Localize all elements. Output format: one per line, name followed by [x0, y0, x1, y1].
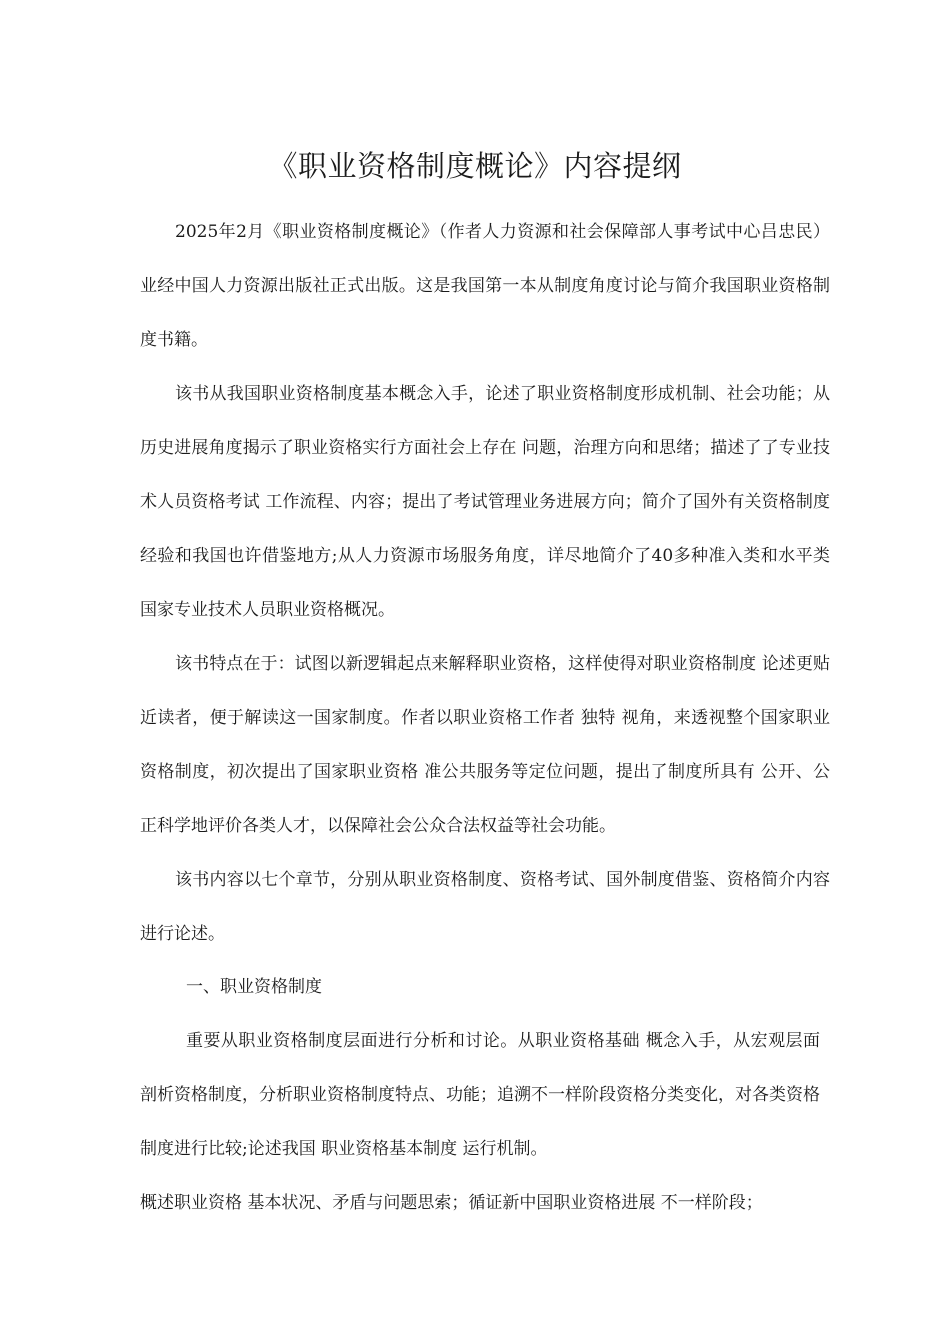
- section-heading: 一、职业资格制度: [186, 977, 322, 997]
- document-title: 《职业资格制度概论》内容提纲: [268, 149, 682, 183]
- paragraph-publication-info: 2025年2月《职业资格制度概论》（作者人力资源和社会保障部人事考试中心吕忠民）业经中国人力资源出版社正式出版。这是我国第一本从制度角度讨论与简介我国职业资格制度书籍。: [140, 222, 830, 350]
- last-line: 概述职业资格 基本状况、矛盾与问题思索；循证新中国职业资格进展 不一样阶段；: [140, 1193, 763, 1213]
- paragraph-book-overview: 该书从我国职业资格制度基本概念入手，论述了职业资格制度形成机制、社会功能；从历史进展角度揭示了职业资格实行方面社会上存在 问题，治理方向和思绪；描述了了专业技术人员资格考试 工作流程、内容；提出了考试管理业务进展方向；简介了国外有关资格制度经验和我国也许借鉴地方;从人力资源市场服务角度，详尽地简介了40多种准入类和水平类国家专业技术人员职业资格概况。: [140, 384, 830, 620]
- paragraph-book-chapters: 该书内容以七个章节，分别从职业资格制度、资格考试、国外制度借鉴、资格简介内容进行论述。: [140, 870, 830, 944]
- paragraph-book-features: 该书特点在于：试图以新逻辑起点来解释职业资格，这样使得对职业资格制度 论述更贴近读者，便于解读这一国家制度。作者以职业资格工作者 独特 视角，来透视整个国家职业资格制度，初次提出了国家职业资格 准公共服务等定位问题，提出了制度所具有 公开、公正科学地评价各类人才，以保障社会公众合法权益等社会功能。: [140, 654, 830, 836]
- section-paragraph: 重要从职业资格制度层面进行分析和讨论。从职业资格基础 概念入手，从宏观层面剖析资格制度，分析职业资格制度特点、功能；追溯不一样阶段资格分类变化，对各类资格制度进行比较;论述我国 职业资格基本制度 运行机制。: [140, 1031, 820, 1159]
